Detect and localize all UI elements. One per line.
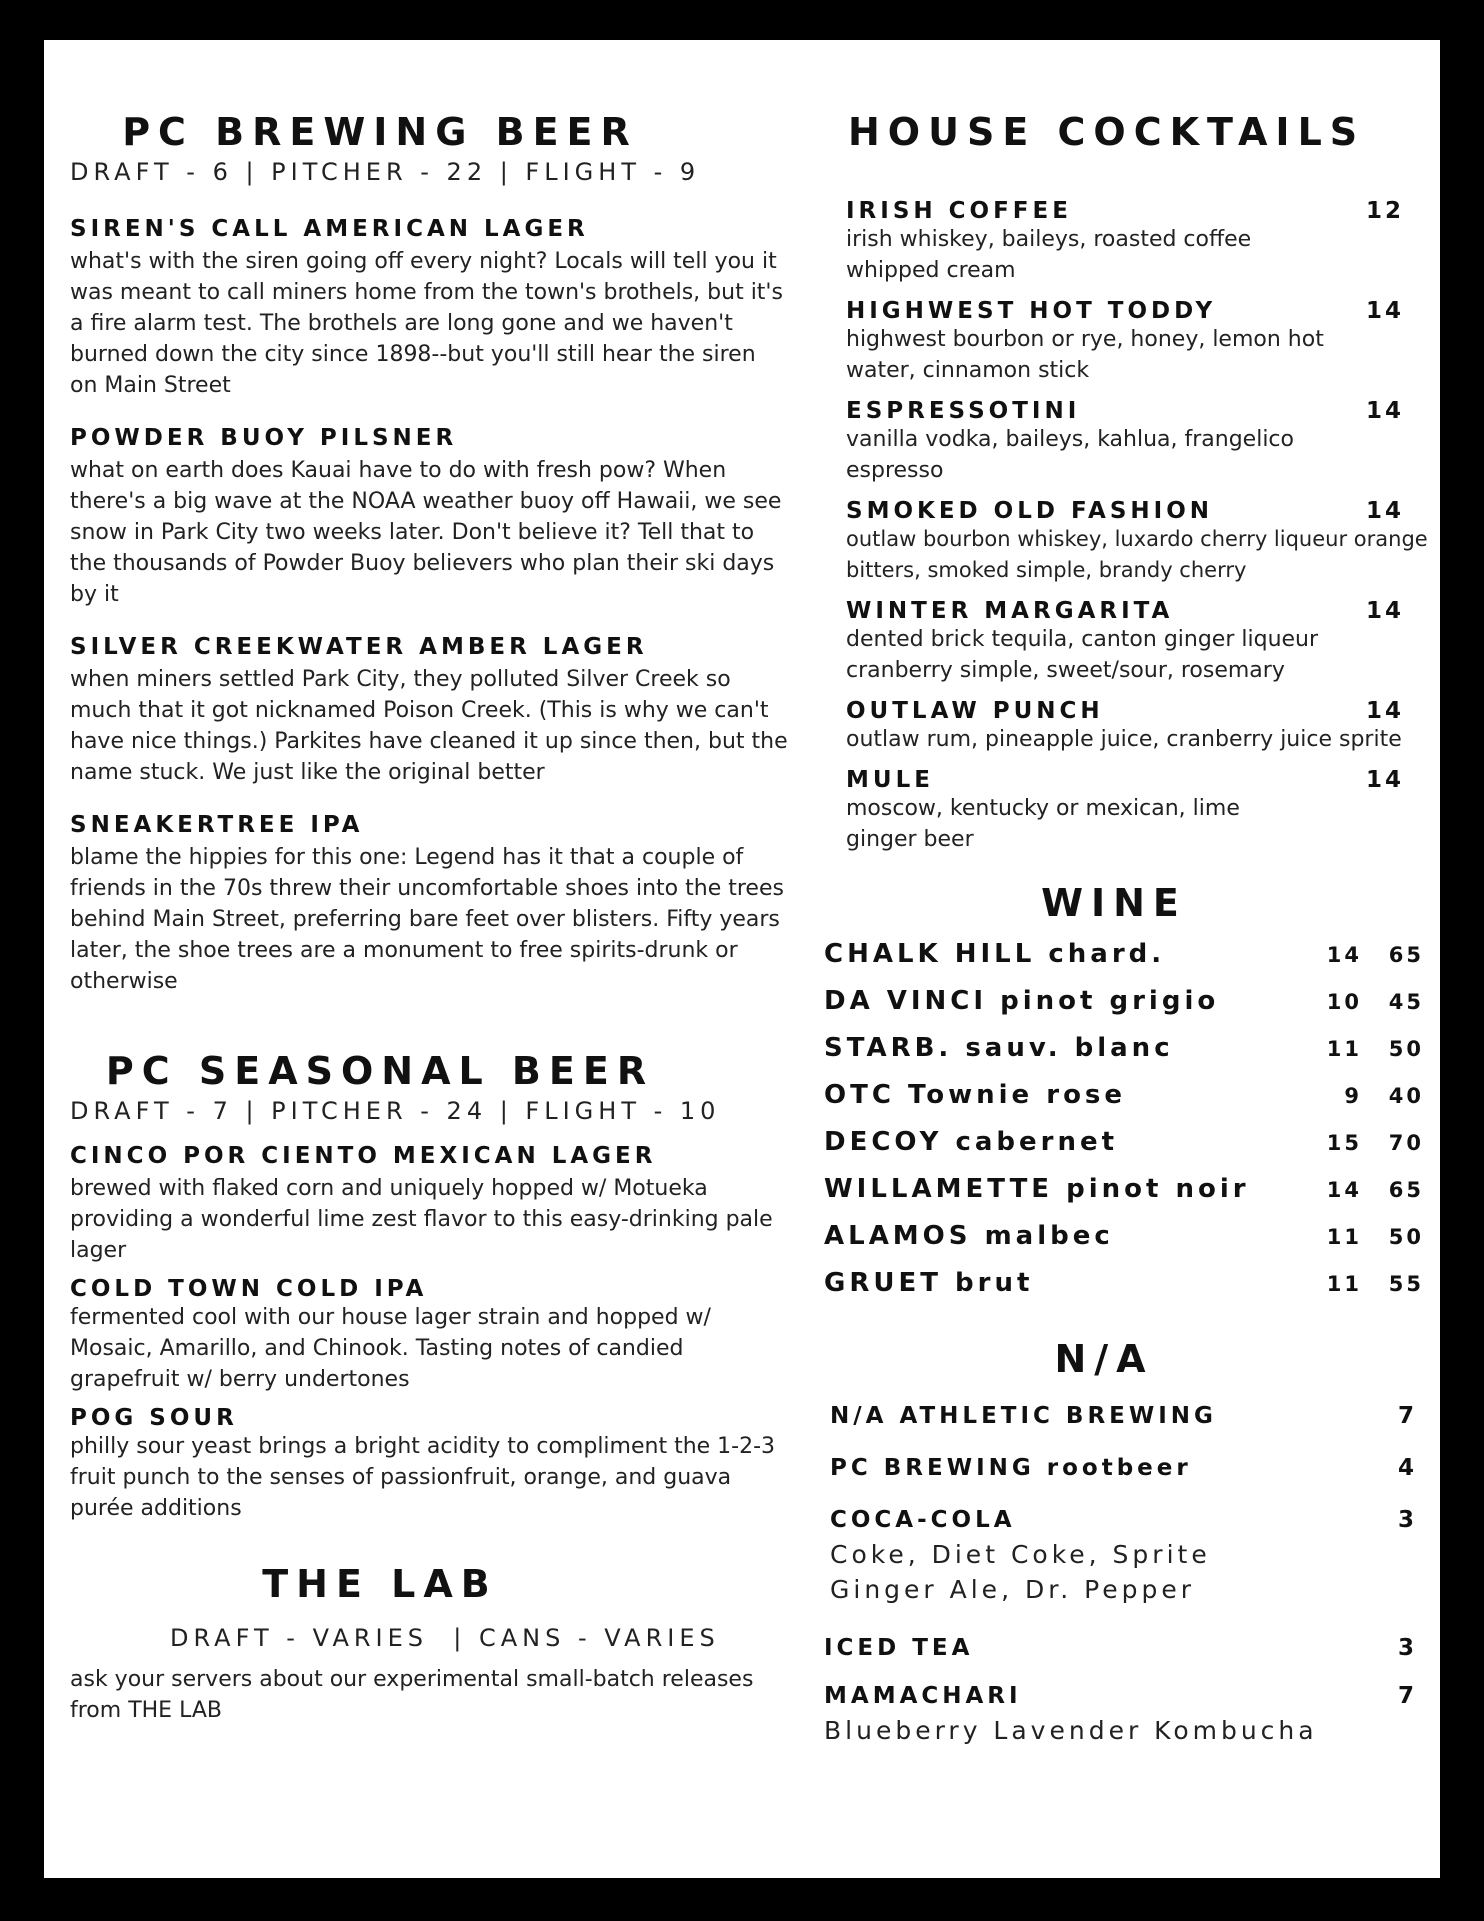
cocktail-item: [846, 498, 1428, 586]
na-name: MAMACHARI: [824, 1683, 1022, 1709]
wine-name: CHALK HILL chard.: [824, 939, 1166, 969]
wine-bottle-price: 55: [1388, 1272, 1424, 1296]
wine-bottle-price: 65: [1388, 943, 1424, 967]
wine-name: GRUET brut: [824, 1268, 1034, 1298]
cocktail-row: [846, 767, 1404, 793]
na-row: [830, 1403, 1414, 1429]
wine-row: [824, 1033, 1424, 1080]
cocktail-desc: highwest bourbon or rye, honey, lemon hot water, cinnamon stick: [846, 327, 1324, 383]
seasonal-item-desc: fermented cool with our house lager strain and hopped w/ Mosaic, Amarillo, and Chinook. Tasting notes of candied grapefruit w/ berry undertones: [70, 1305, 711, 1392]
lab-section: [70, 1562, 790, 1726]
cocktail-name: IRISH COFFEE: [846, 198, 1072, 224]
lab-title: THE LAB: [262, 1562, 498, 1606]
cocktail-row: [846, 398, 1404, 424]
wine-glass-price: 14: [1326, 1178, 1362, 1202]
wine-bottle-price: 65: [1388, 1178, 1424, 1202]
beer-item-desc: when miners settled Park City, they polluted Silver Creek so much that it got nicknamed Poison Creek. (This is why we can't have nice things.) Parkites have cleaned it up since then, but the name stuck. We just like the original better: [70, 667, 788, 785]
seasonal-item-name: CINCO POR CIENTO MEXICAN LAGER: [70, 1143, 657, 1169]
wine-row: [824, 939, 1424, 986]
beer-item: [70, 634, 790, 788]
wine-glass-price: 9: [1344, 1084, 1362, 1108]
seasonal-item: [70, 1276, 790, 1395]
cocktail-desc: vanilla vodka, baileys, kahlua, frangelico espresso: [846, 427, 1294, 483]
na-section: [824, 1337, 1484, 1748]
cocktails-section: [824, 110, 1484, 855]
cocktail-price: 12: [1365, 198, 1404, 224]
beer-item: [70, 216, 790, 401]
cocktail-name: HIGHWEST HOT TODDY: [846, 298, 1217, 324]
wine-name: ALAMOS malbec: [824, 1221, 1114, 1251]
na-item: [824, 1635, 1414, 1661]
cocktail-row: [846, 198, 1404, 224]
na-item: [824, 1403, 1414, 1429]
wine-section: [824, 881, 1484, 1315]
cocktail-desc: dented brick tequila, canton ginger liqueur cranberry simple, sweet/sour, rosemary: [846, 627, 1319, 683]
beer-item-desc: what's with the siren going off every night? Locals will tell you it was meant to call miners home from the town's brothels, but it's a fire alarm test. The brothels are long gone and we haven't burned down the city since 1898--but you'll still hear the siren on Main Street: [70, 249, 783, 398]
na-price: 7: [1397, 1683, 1414, 1709]
cocktail-list: [824, 198, 1428, 855]
right-column: [824, 110, 1484, 1748]
seasonal-section: [70, 1049, 790, 1524]
beer-pricing: DRAFT - 6 | PITCHER - 22 | FLIGHT - 9: [70, 158, 701, 186]
na-name: N/A ATHLETIC BREWING: [830, 1403, 1217, 1429]
na-price: 7: [1397, 1403, 1414, 1429]
beer-item-desc: blame the hippies for this one: Legend has it that a couple of friends in the 70s threw their uncomfortable shoes into the trees behind Main Street, preferring bare feet over blisters. Fifty years later, the shoe trees are a monument to free spirits-drunk or otherwise: [70, 845, 784, 994]
lab-pricing: DRAFT - VARIES | CANS - VARIES: [170, 1624, 720, 1652]
na-row: [824, 1635, 1414, 1661]
wine-glass-price: 11: [1326, 1037, 1362, 1061]
na-name: COCA-COLA: [830, 1507, 1016, 1533]
cocktail-row: [846, 698, 1404, 724]
cocktail-name: WINTER MARGARITA: [846, 598, 1174, 624]
beer-item: [70, 812, 790, 997]
seasonal-item-name: POG SOUR: [70, 1405, 238, 1431]
wine-name: DA VINCI pinot grigio: [824, 986, 1220, 1016]
wine-bottle-price: 50: [1388, 1037, 1424, 1061]
na-list: [824, 1403, 1414, 1748]
cocktail-row: [846, 498, 1404, 524]
cocktail-name: ESPRESSOTINI: [846, 398, 1081, 424]
cocktail-item: [846, 767, 1404, 855]
cocktails-title: HOUSE COCKTAILS: [848, 110, 1366, 154]
na-title: N/A: [1054, 1337, 1154, 1381]
beer-title: PC BREWING BEER: [122, 110, 638, 154]
na-row: [830, 1455, 1414, 1481]
na-row: [830, 1507, 1414, 1533]
wine-name: OTC Townie rose: [824, 1080, 1127, 1110]
cocktail-price: 14: [1365, 767, 1404, 793]
cocktail-item: [846, 198, 1404, 286]
cocktail-price: 14: [1365, 698, 1404, 724]
seasonal-item: [70, 1405, 790, 1524]
seasonal-pricing: DRAFT - 7 | PITCHER - 24 | FLIGHT - 10: [70, 1097, 721, 1125]
na-name: ICED TEA: [824, 1635, 974, 1661]
na-price: 4: [1397, 1455, 1414, 1481]
cocktail-name: MULE: [846, 767, 934, 793]
cocktail-row: [846, 298, 1404, 324]
beer-item-name: SIREN'S CALL AMERICAN LAGER: [70, 216, 589, 242]
wine-row: [824, 986, 1424, 1033]
cocktail-row: [846, 598, 1404, 624]
beer-item-name: SILVER CREEKWATER AMBER LAGER: [70, 634, 648, 660]
wine-row: [824, 1127, 1424, 1174]
beer-item-name: POWDER BUOY PILSNER: [70, 425, 458, 451]
wine-bottle-price: 45: [1388, 990, 1424, 1014]
cocktail-item: [846, 398, 1404, 486]
wine-row: [824, 1268, 1424, 1315]
seasonal-item-name: COLD TOWN COLD IPA: [70, 1276, 428, 1302]
na-item: [824, 1683, 1414, 1748]
na-item: [824, 1455, 1414, 1481]
wine-row: [824, 1080, 1424, 1127]
seasonal-list: [70, 1143, 790, 1524]
na-row: [824, 1683, 1414, 1709]
wine-row: [824, 1174, 1424, 1221]
cocktail-desc: moscow, kentucky or mexican, lime ginger beer: [846, 796, 1240, 852]
wine-bottle-price: 40: [1388, 1084, 1424, 1108]
beer-section: [70, 110, 790, 997]
cocktail-price: 14: [1365, 298, 1404, 324]
wine-list: [824, 939, 1424, 1315]
cocktail-item: [846, 298, 1404, 386]
wine-bottle-price: 50: [1388, 1225, 1424, 1249]
cocktail-item: [846, 598, 1404, 686]
wine-glass-price: 15: [1326, 1131, 1362, 1155]
wine-row: [824, 1221, 1424, 1268]
cocktail-item: [846, 698, 1404, 755]
wine-name: DECOY cabernet: [824, 1127, 1119, 1157]
menu-page: [44, 40, 1440, 1878]
wine-glass-price: 11: [1326, 1225, 1362, 1249]
na-item: [824, 1507, 1414, 1607]
wine-glass-price: 14: [1326, 943, 1362, 967]
na-price: 3: [1397, 1507, 1414, 1533]
wine-glass-price: 10: [1326, 990, 1362, 1014]
cocktail-desc: outlaw bourbon whiskey, luxardo cherry liqueur orange bitters, smoked simple, brandy cherry: [846, 527, 1428, 582]
cocktail-name: SMOKED OLD FASHION: [846, 498, 1213, 524]
na-price: 3: [1397, 1635, 1414, 1661]
beer-item-desc: what on earth does Kauai have to do with fresh pow? When there's a big wave at the NOAA weather buoy off Hawaii, we see snow in Park City two weeks later. Don't believe it? Tell that to the thousands of Powder Buoy believers who plan their ski days by it: [70, 458, 782, 607]
wine-name: WILLAMETTE pinot noir: [824, 1174, 1250, 1204]
left-column: [70, 110, 790, 1726]
wine-title: WINE: [1041, 881, 1187, 925]
cocktail-price: 14: [1365, 498, 1404, 524]
cocktail-price: 14: [1365, 598, 1404, 624]
seasonal-item-desc: philly sour yeast brings a bright acidity to compliment the 1-2-3 fruit punch to the senses of passionfruit, orange, and guava purée additions: [70, 1434, 776, 1521]
na-desc: Coke, Diet Coke, Sprite Ginger Ale, Dr. Pepper: [830, 1540, 1211, 1604]
cocktail-desc: outlaw rum, pineapple juice, cranberry juice sprite: [846, 727, 1402, 752]
lab-desc: ask your servers about our experimental small-batch releases from THE LAB: [70, 1667, 754, 1723]
cocktail-desc: irish whiskey, baileys, roasted coffee whipped cream: [846, 227, 1252, 283]
cocktail-name: OUTLAW PUNCH: [846, 698, 1104, 724]
seasonal-title: PC SEASONAL BEER: [105, 1049, 655, 1093]
wine-bottle-price: 70: [1388, 1131, 1424, 1155]
na-name: PC BREWING rootbeer: [830, 1455, 1192, 1481]
cocktail-price: 14: [1365, 398, 1404, 424]
wine-glass-price: 11: [1326, 1272, 1362, 1296]
seasonal-item-desc: brewed with flaked corn and uniquely hopped w/ Motueka providing a wonderful lime zest flavor to this easy-drinking pale lager: [70, 1176, 773, 1263]
beer-item-name: SNEAKERTREE IPA: [70, 812, 364, 838]
beer-item: [70, 425, 790, 610]
wine-name: STARB. sauv. blanc: [824, 1033, 1174, 1063]
beer-list: [70, 216, 790, 997]
na-desc: Blueberry Lavender Kombucha: [824, 1716, 1318, 1745]
seasonal-item: [70, 1143, 790, 1266]
